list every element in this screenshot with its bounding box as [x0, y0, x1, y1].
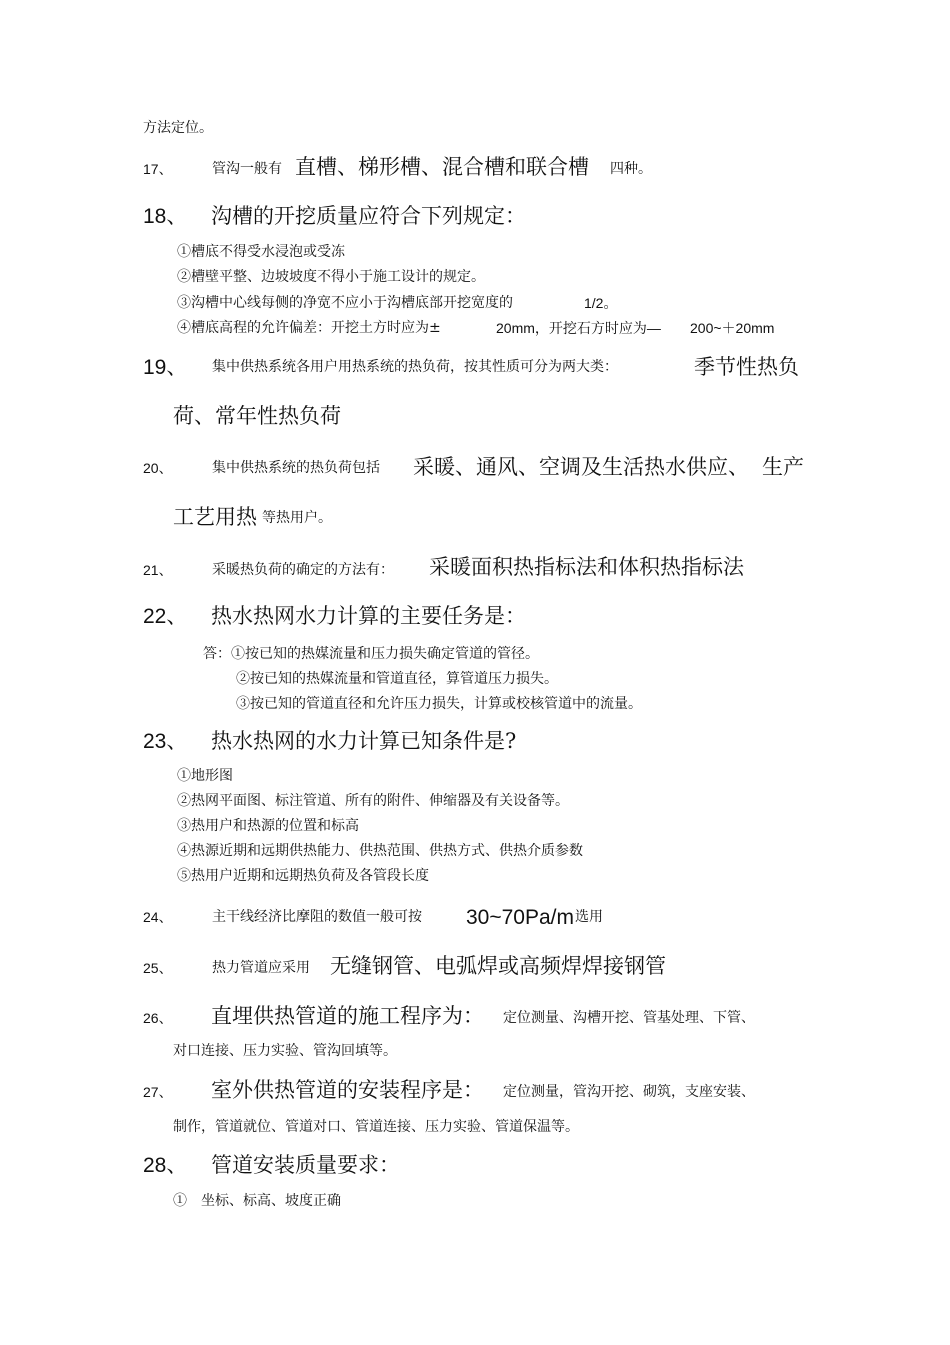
list-item: ①槽底不得受水浸泡或受冻	[177, 244, 345, 260]
question-title: 室外供热管道的安装程序是：	[211, 1078, 484, 1102]
answer-text: 无缝钢管、电弧焊或高频焊焊接钢管	[330, 954, 666, 978]
answer-item: ③按已知的管道直径和允许压力损失，计算或校核管道中的流量。	[236, 696, 642, 712]
answer-item: ②按已知的热媒流量和管道直径，算管道压力损失。	[236, 671, 558, 687]
list-item: ⑤热用户近期和远期热负荷及各管段长度	[177, 868, 429, 884]
question-title: 直埋供热管道的施工程序为：	[211, 1004, 484, 1028]
list-item-value: 200~＋20mm	[690, 320, 775, 336]
question-number: 18、	[143, 205, 188, 228]
question-text: 管沟一般有	[212, 161, 282, 177]
question-number: 25、	[143, 960, 173, 976]
answer-text-continued: 制作，管道就位、管道对口、管道连接、压力实验、管道保温等。	[173, 1119, 579, 1135]
answer-text-continued: 工艺用热	[173, 505, 257, 529]
list-item: ① 坐标、标高、坡度正确	[173, 1193, 341, 1209]
question-title: 热水热网水力计算的主要任务是：	[211, 604, 526, 628]
answer-text: 采暖、通风、空调及生活热水供应、	[413, 455, 749, 479]
question-text-tail: 等热用户。	[262, 510, 332, 526]
answer-text: 30~70Pa/m	[466, 906, 574, 929]
question-number: 27、	[143, 1084, 173, 1100]
list-item: ③沟槽中心线每侧的净宽不应小于沟槽底部开挖宽度的	[177, 295, 513, 311]
question-number: 24、	[143, 909, 173, 925]
answer-text: 采暖面积热指标法和体积热指标法	[429, 555, 744, 579]
question-text-tail: 四种。	[610, 161, 652, 177]
question-number: 21、	[143, 562, 173, 578]
intro-text: 方法定位。	[143, 120, 213, 136]
question-number: 26、	[143, 1010, 173, 1026]
list-item: ①地形图	[177, 768, 233, 784]
question-title: 管道安装质量要求：	[211, 1153, 400, 1177]
answer-text: 直槽、梯形槽、混合槽和联合槽	[295, 155, 589, 179]
question-text: 主干线经济比摩阻的数值一般可按	[212, 909, 422, 925]
question-title: 热水热网的水力计算已知条件是?	[211, 729, 517, 753]
answer-text: 定位测量、沟槽开挖、管基处理、下管、	[503, 1010, 755, 1026]
question-number: 23、	[143, 730, 188, 753]
question-text: 集中供热系统的热负荷包括	[212, 460, 380, 476]
question-number: 28、	[143, 1154, 188, 1177]
question-text: 热力管道应采用	[212, 960, 310, 976]
question-number: 19、	[143, 356, 188, 379]
answer-text: 季节性热负	[694, 355, 799, 379]
question-text: 集中供热系统各用户用热系统的热负荷，按其性质可分为两大类：	[212, 359, 618, 375]
question-number: 20、	[143, 460, 173, 476]
list-item-value: 20mm，开挖石方时应为—	[496, 320, 661, 336]
list-item: ②热网平面图、标注管道、所有的附件、伸缩器及有关设备等。	[177, 793, 569, 809]
question-number: 17、	[143, 161, 173, 177]
list-item: ④槽底高程的允许偏差：开挖土方时应为±	[177, 320, 441, 336]
list-item: ③热用户和热源的位置和标高	[177, 818, 359, 834]
list-item: ②槽壁平整、边坡坡度不得小于施工设计的规定。	[177, 269, 485, 285]
list-item-value: 1/2。	[584, 295, 618, 311]
question-text-tail: 选用	[575, 909, 603, 925]
answer-text: 定位测量，管沟开挖、砌筑，支座安装、	[503, 1084, 755, 1100]
list-item: ④热源近期和远期供热能力、供热范围、供热方式、供热介质参数	[177, 843, 583, 859]
question-number: 22、	[143, 605, 188, 628]
answer-text-continued: 对口连接、压力实验、管沟回填等。	[173, 1043, 397, 1059]
answer-text-continued: 荷、常年性热负荷	[173, 404, 341, 428]
answer-item: 答：①按已知的热媒流量和压力损失确定管道的管径。	[203, 646, 539, 662]
question-title: 沟槽的开挖质量应符合下列规定：	[211, 204, 526, 228]
question-text: 采暖热负荷的确定的方法有：	[212, 562, 394, 578]
answer-text: 生产	[762, 455, 804, 479]
